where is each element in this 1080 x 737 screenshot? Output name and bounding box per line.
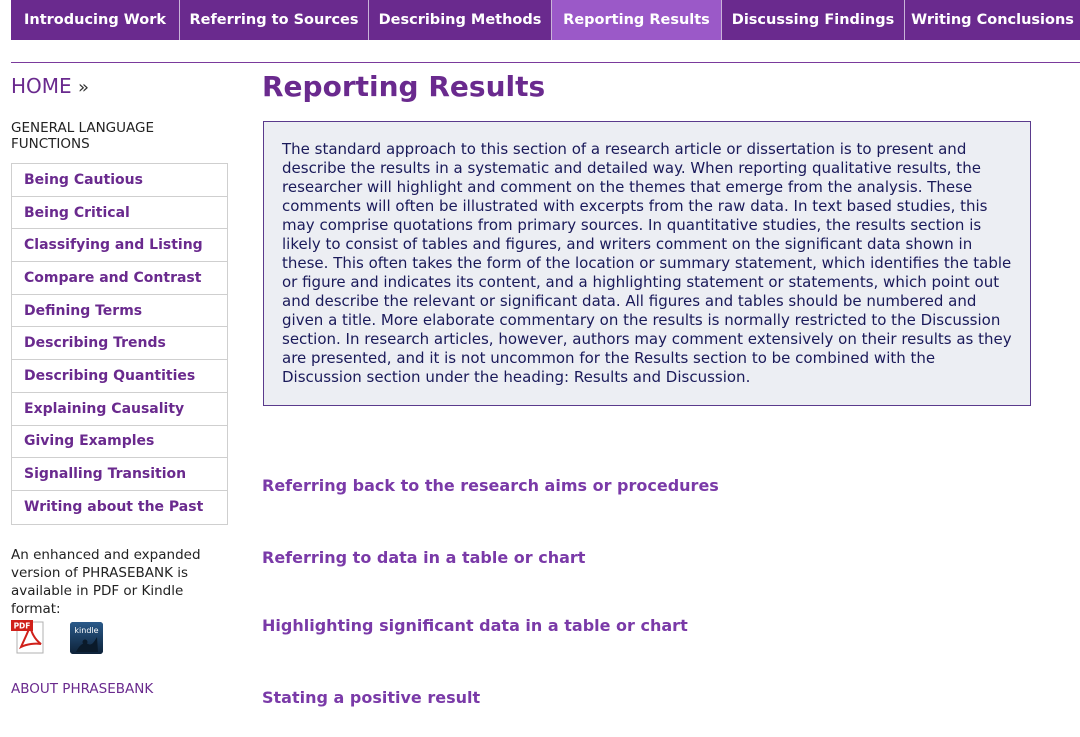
section-referring-to-data[interactable]: Referring to data in a table or chart xyxy=(262,548,586,567)
sidebar-item-being-critical[interactable]: Being Critical xyxy=(12,197,227,230)
pdf-icon-label: PDF xyxy=(13,621,31,631)
tab-discussing-findings[interactable]: Discussing Findings xyxy=(722,0,905,40)
home-link[interactable]: HOME xyxy=(11,74,72,98)
intro-text: The standard approach to this section of a research article or dissertation is to present and describe the results in a systematic and detailed way. When reporting qualitative results, the researcher will highlight and comment on the themes that emerge from the analysis. These comments will often be illustrated with excerpts from the raw data. In text based studies, this may comprise quotations from primary sources. In quantitative studies, the results section is likely to consist of tables and figures, and writers comment on the significant data shown in these. This often takes the form of the location or summary statement, which identifies the table or figure and indicates its content, and a highlighting statement or statements, which point out and describe the relevant or significant data. All figures and tables should be numbered and given a title. More elaborate commentary on the results is normally restricted to the Discussion section. In research articles, however, authors may comment extensively on their results as they are presented, and it is not uncommon for the Results section to be combined with the Discussion section under the heading: Results and Discussion. xyxy=(282,140,1012,386)
promo-text: An enhanced and expanded version of PHRASEBANK is available in PDF or Kindle format: xyxy=(11,547,201,617)
sidebar-item-describing-trends[interactable]: Describing Trends xyxy=(12,327,227,360)
tab-describing-methods[interactable]: Describing Methods xyxy=(369,0,552,40)
tab-introducing-work[interactable]: Introducing Work xyxy=(11,0,180,40)
sidebar-item-describing-quantities[interactable]: Describing Quantities xyxy=(12,360,227,393)
tab-writing-conclusions[interactable]: Writing Conclusions xyxy=(911,12,1074,28)
sidebar-item-explaining-causality[interactable]: Explaining Causality xyxy=(12,393,227,426)
sidebar-item-compare-and-contrast[interactable]: Compare and Contrast xyxy=(12,262,227,295)
home-breadcrumb xyxy=(11,74,89,98)
section-referring-back-to-aims[interactable]: Referring back to the research aims or procedures xyxy=(262,476,719,495)
kindle-icon[interactable] xyxy=(70,622,103,654)
top-nav xyxy=(11,0,1080,40)
sidebar-item-classifying-and-listing[interactable]: Classifying and Listing xyxy=(12,229,227,262)
about-phrasebank-link[interactable]: ABOUT PHRASEBANK xyxy=(11,681,154,697)
sidebar-item-giving-examples[interactable]: Giving Examples xyxy=(12,426,227,459)
page-title: Reporting Results xyxy=(262,70,546,103)
section-stating-positive-result[interactable]: Stating a positive result xyxy=(262,688,481,707)
header-divider xyxy=(11,62,1080,63)
breadcrumb-separator: » xyxy=(78,77,90,98)
tab-reporting-results[interactable]: Reporting Results xyxy=(552,0,722,40)
sidebar-item-being-cautious[interactable]: Being Cautious xyxy=(12,164,227,197)
section-highlighting-significant-data[interactable]: Highlighting significant data in a table or chart xyxy=(262,616,688,635)
kindle-icon-label: kindle xyxy=(74,626,99,635)
tab-referring-to-sources[interactable]: Referring to Sources xyxy=(180,0,369,40)
sidebar-item-writing-about-the-past[interactable]: Writing about the Past xyxy=(24,499,204,516)
intro-box xyxy=(263,121,1031,406)
sidebar-section-label: GENERAL LANGUAGE FUNCTIONS xyxy=(11,120,154,152)
sidebar-menu xyxy=(11,163,228,525)
pdf-icon[interactable] xyxy=(11,620,47,654)
sidebar-item-signalling-transition[interactable]: Signalling Transition xyxy=(12,458,227,491)
sidebar-item-defining-terms[interactable]: Defining Terms xyxy=(12,295,227,328)
